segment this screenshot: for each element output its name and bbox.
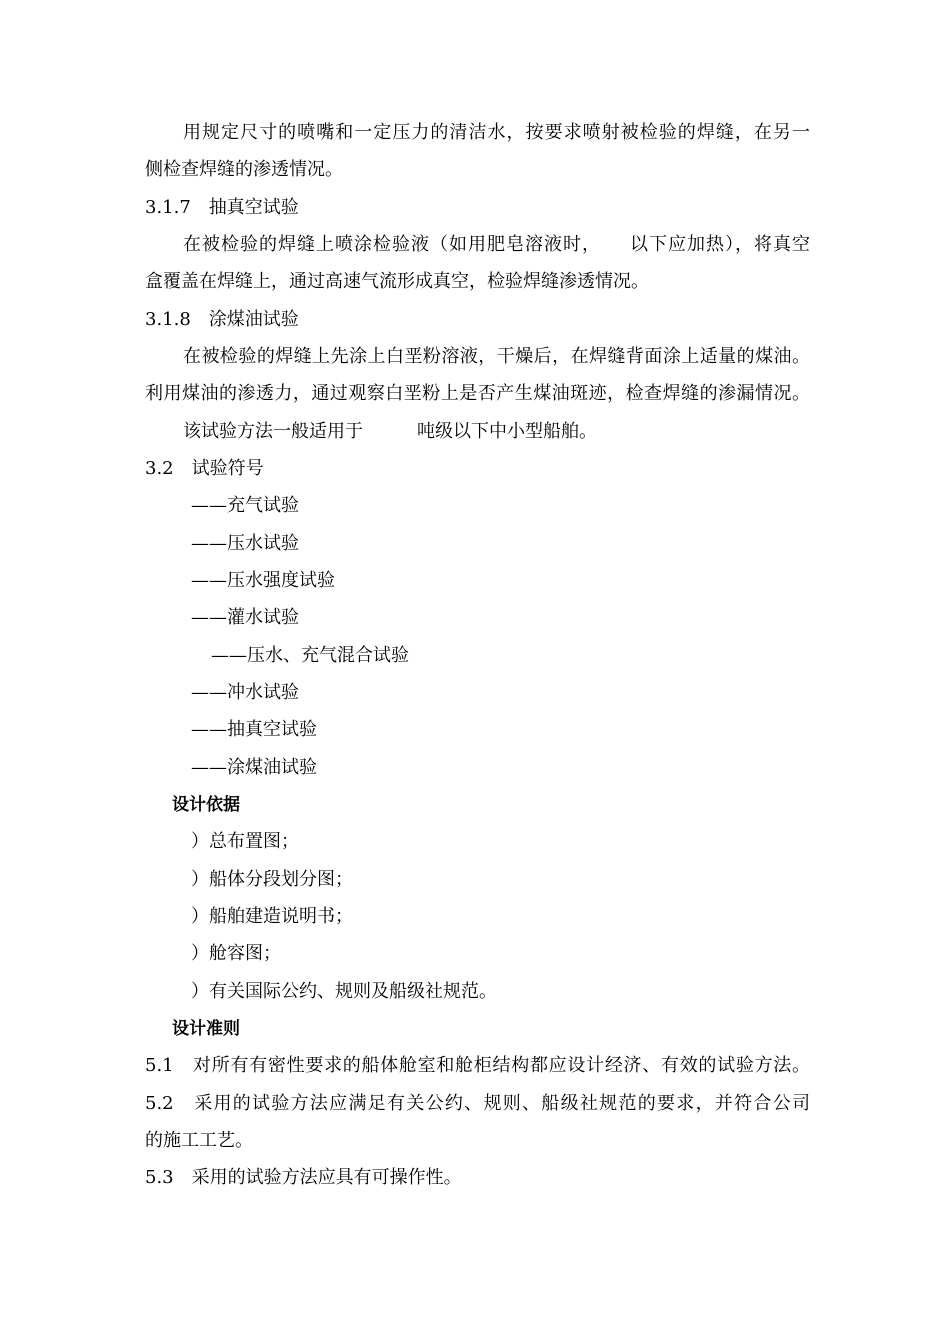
symbol-item: ——冲水试验 [191, 682, 299, 703]
paragraph-vacuum-line-2: 盒覆盖在焊缝上，通过高速气流形成真空，检验焊缝渗透情况。 [145, 271, 649, 292]
basis-item: ）有关国际公约、规则及船级社规范。 [191, 981, 497, 1002]
basis-item: ）总布置图； [191, 831, 299, 852]
symbol-item: ——涂煤油试验 [191, 757, 317, 778]
paragraph-kerosene-line-2: 利用煤油的渗透力，通过观察白垩粉上是否产生煤油斑迹，检查焊缝的渗漏情况。 [145, 383, 810, 404]
paragraph-kerosene-line-3: 该试验方法一般适用于 吨级以下中小型船舶。 [183, 421, 597, 442]
paragraph-spray-line-1: 用规定尺寸的喷嘴和一定压力的清洁水，按要求喷射被检验的焊缝，在另一 [183, 122, 810, 143]
design-criteria-heading: 设计准则 [172, 1019, 240, 1039]
criteria-5-2-line-1: 5.2 采用的试验方法应满足有关公约、规则、船级社规范的要求，并符合公司 [145, 1093, 810, 1114]
section-heading-3-2: 3.2 试验符号 [145, 458, 264, 479]
section-heading-3-1-8: 3.1.8 涂煤油试验 [145, 309, 299, 330]
criteria-5-2-line-2: 的施工工艺。 [145, 1130, 253, 1151]
symbol-item: ——压水强度试验 [191, 570, 335, 591]
symbol-item: ——压水、充气混合试验 [211, 645, 409, 666]
design-basis-heading: 设计依据 [172, 795, 240, 815]
symbol-item: ——充气试验 [191, 495, 299, 516]
symbol-item: ——抽真空试验 [191, 719, 317, 740]
paragraph-kerosene-line-1: 在被检验的焊缝上先涂上白垩粉溶液，干燥后，在焊缝背面涂上适量的煤油。 [183, 346, 810, 367]
paragraph-spray-line-2: 侧检查焊缝的渗透情况。 [145, 159, 343, 180]
symbol-item: ——压水试验 [191, 533, 299, 554]
symbol-item: ——灌水试验 [191, 607, 299, 628]
basis-item: ）舱容图； [191, 943, 281, 964]
section-heading-3-1-7: 3.1.7 抽真空试验 [145, 197, 299, 218]
criteria-5-1-line-1: 5.1 对所有有密性要求的船体舱室和舱柜结构都应设计经济、有效的试验方法。 [145, 1055, 810, 1076]
basis-item: ）船舶建造说明书； [191, 906, 353, 927]
basis-item: ）船体分段划分图； [191, 869, 353, 890]
criteria-5-3-line-1: 5.3 采用的试验方法应具有可操作性。 [145, 1167, 462, 1188]
paragraph-vacuum-line-1: 在被检验的焊缝上喷涂检验液（如用肥皂溶液时， 以下应加热），将真空 [183, 234, 810, 255]
